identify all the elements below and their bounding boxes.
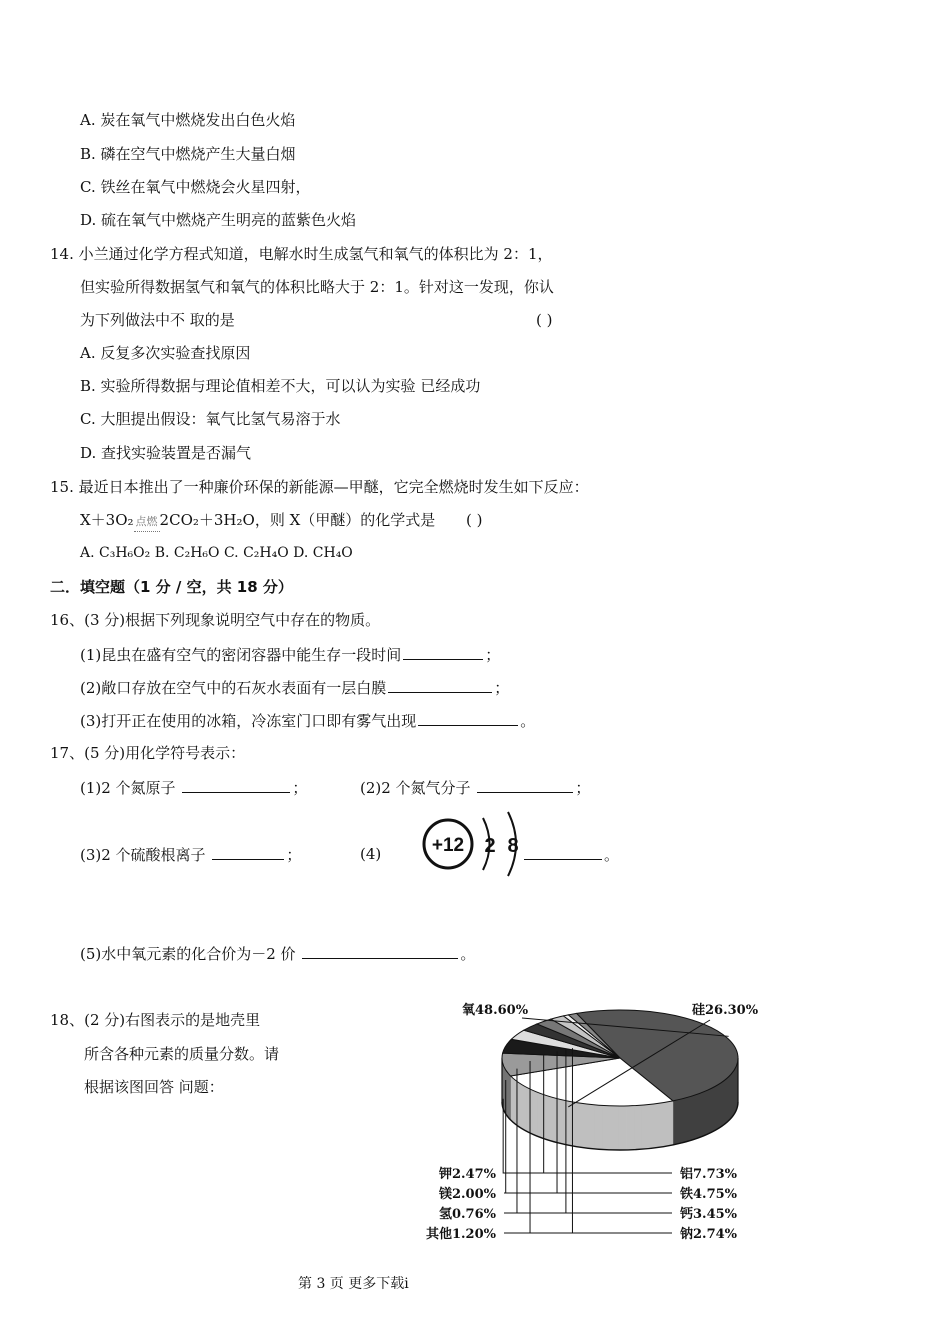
- q17-blank-1[interactable]: [182, 777, 290, 793]
- pie-wall-氧: [718, 1080, 726, 1129]
- pie-wall-硅: [666, 1101, 673, 1146]
- pie-wall-氧: [686, 1094, 698, 1142]
- q16-item-3-text: (3)打开正在使用的冰箱，冷冻室门口即有雾气出现: [80, 712, 417, 730]
- q16-item-3: [80, 710, 535, 731]
- q14-line-1: 14. 小兰通过化学方程式知道，电解水时生成氢气和氧气的体积比为 2：1，: [50, 245, 553, 263]
- q17-item-3: [80, 844, 301, 865]
- q17-blank-3[interactable]: [212, 844, 284, 860]
- atom-structure-diagram: [420, 808, 530, 880]
- page-footer: 第 3 页 更多下载i: [298, 1276, 409, 1292]
- q16-title: 16、(3 分)根据下列现象说明空气中存在的物质。: [50, 611, 381, 629]
- q17-item-4-end: 。: [604, 846, 620, 864]
- pie-label-钾: 钾2.47%: [438, 1167, 496, 1182]
- q17-item-5-end: 。: [460, 945, 476, 963]
- pie-wall-硅: [602, 1105, 610, 1149]
- q16-item-2-text: (2)敞口存放在空气中的石灰水表面有一层白膜: [80, 679, 387, 697]
- pie-wall-硅: [527, 1087, 532, 1134]
- pie-wall-硅: [578, 1103, 586, 1148]
- q16-item-2-end: ；: [494, 679, 510, 697]
- pie-wall-硅: [543, 1095, 549, 1141]
- pie-wall-硅: [650, 1103, 658, 1148]
- q13-option-c: C. 铁丝在氧气中燃烧会火星四射，: [80, 178, 311, 196]
- q17-item-5-text: (5)水中氧元素的化合价为－2 价: [80, 945, 296, 963]
- q16-blank-2[interactable]: [388, 677, 492, 693]
- pie-label-镁: 镁2.00%: [438, 1187, 496, 1202]
- pie-label-铝: 铝7.73%: [680, 1167, 738, 1182]
- pie-wall-硅: [610, 1106, 618, 1150]
- pie-label-钙: 钙3.45%: [680, 1207, 738, 1222]
- section-2-heading: 二．填空题（1 分 / 空，共 18 分）: [50, 578, 293, 596]
- q14-option-d: D. 查找实验装置是否漏气: [80, 444, 252, 462]
- q15-equation: [80, 510, 435, 532]
- pie-label-铁: 铁4.75%: [680, 1187, 738, 1202]
- q14-option-b: B. 实验所得数据与理论值相差不大，可以认为实验 已经成功: [80, 377, 481, 395]
- q17-item-1-text: (1)2 个氮原子: [80, 779, 176, 797]
- q15-condition: 点燃: [134, 512, 160, 532]
- q13-option-d: D. 硫在氧气中燃烧产生明亮的蓝紫色火焰: [80, 211, 357, 229]
- pie-wall-硅: [618, 1106, 626, 1150]
- q13-option-b: B. 磷在空气中燃烧产生大量白烟: [80, 145, 296, 163]
- q17-item-3-end: ；: [286, 846, 302, 864]
- pie-wall-硅: [658, 1102, 666, 1147]
- pie-wall-硅: [571, 1102, 578, 1147]
- pie-wall-硅: [634, 1105, 642, 1150]
- pie-wall-硅: [522, 1085, 527, 1132]
- q15-options: A. C₃H₆O₂ B. C₂H₆O C. C₂H₄O D. CH₄O: [80, 545, 353, 561]
- q16-item-1-end: ；: [485, 646, 501, 664]
- q17-blank-5[interactable]: [302, 943, 458, 959]
- nucleus-charge: +12: [431, 835, 465, 856]
- q17-item-1: [80, 777, 307, 798]
- q18-line-3: 根据该图回答 问题：: [84, 1078, 224, 1096]
- q17-item-2: [360, 777, 590, 798]
- q17-blank-2[interactable]: [477, 777, 573, 793]
- q18-line-2: 所含各种元素的质量分数。请: [84, 1045, 280, 1063]
- pie-wall-硅: [550, 1097, 557, 1143]
- q14-option-c: C. 大胆提出假设：氧气比氢气易溶于水: [80, 410, 341, 428]
- q16-item-1-text: (1)昆虫在盛有空气的密闭容器中能生存一段时间: [80, 646, 402, 664]
- pie-label-其他: 其他1.20%: [425, 1227, 496, 1242]
- pie-wall-氧: [673, 1098, 686, 1145]
- q17-item-1-end: ；: [292, 779, 308, 797]
- q16-item-2: [80, 677, 509, 698]
- q17-blank-4[interactable]: [524, 844, 602, 860]
- q16-item-1: [80, 644, 500, 665]
- crust-elements-pie-chart: [410, 990, 770, 1252]
- pie-wall-硅: [586, 1104, 594, 1149]
- pie-wall-硅: [564, 1100, 571, 1145]
- q17-item-4-answer: [522, 844, 619, 865]
- q16-blank-3[interactable]: [418, 710, 518, 726]
- q14-answer-paren: ( ): [536, 311, 553, 329]
- pie-wall-硅: [557, 1098, 564, 1144]
- pie-wall-硅: [532, 1090, 538, 1136]
- q17-item-5: [80, 943, 475, 964]
- q16-item-3-end: 。: [520, 712, 536, 730]
- q18-line-1: 18、(2 分)右图表示的是地壳里: [50, 1011, 261, 1029]
- pie-label-氢: 氢0.76%: [438, 1207, 496, 1222]
- pie-wall-氧: [698, 1090, 709, 1138]
- pie-wall-硅: [511, 1076, 514, 1123]
- pie-wall-硅: [518, 1082, 522, 1129]
- q17-item-4-label: (4): [360, 845, 382, 863]
- pie-wall-氧: [725, 1074, 731, 1124]
- pie-wall-硅: [626, 1106, 634, 1150]
- q15-eq-right: 2CO₂＋3H₂O，则 X（甲醚）的化学式是: [159, 511, 436, 529]
- q17-item-3-text: (3)2 个硫酸根离子: [80, 846, 206, 864]
- pie-wall-硅: [537, 1092, 543, 1138]
- q15-answer-paren: ( ): [466, 511, 483, 529]
- shell-2-electrons: 8: [507, 835, 519, 857]
- pie-wall-氧: [731, 1068, 735, 1118]
- q16-blank-1[interactable]: [403, 644, 483, 660]
- pie-label-硅: 硅26.30%: [692, 1003, 759, 1018]
- q14-line-2: 但实验所得数据氢气和氧气的体积比略大于 2：1。针对这一发现，你认: [80, 278, 554, 296]
- q17-item-2-text: (2)2 个氮气分子: [360, 779, 471, 797]
- q17-title: 17、(5 分)用化学符号表示：: [50, 744, 246, 762]
- pie-label-氧: 氧48.60%: [462, 1003, 529, 1018]
- q15-line-1: 15. 最近日本推出了一种廉价环保的新能源—甲醚，它完全燃烧时发生如下反应：: [50, 478, 589, 496]
- q13-option-a: A. 炭在氧气中燃烧发出白色火焰: [80, 111, 296, 129]
- q17-item-2-end: ；: [575, 779, 591, 797]
- q14-line-3: 为下列做法中不 取的是: [80, 311, 235, 329]
- pie-wall-硅: [594, 1105, 602, 1150]
- q15-eq-left: X＋3O₂: [80, 511, 134, 529]
- pie-wall-硅: [642, 1104, 650, 1149]
- shell-1-electrons: 2: [484, 835, 496, 857]
- q14-option-a: A. 反复多次实验查找原因: [80, 344, 251, 362]
- pie-wall-氧: [708, 1085, 717, 1134]
- pie-label-钠: 钠2.74%: [680, 1227, 738, 1242]
